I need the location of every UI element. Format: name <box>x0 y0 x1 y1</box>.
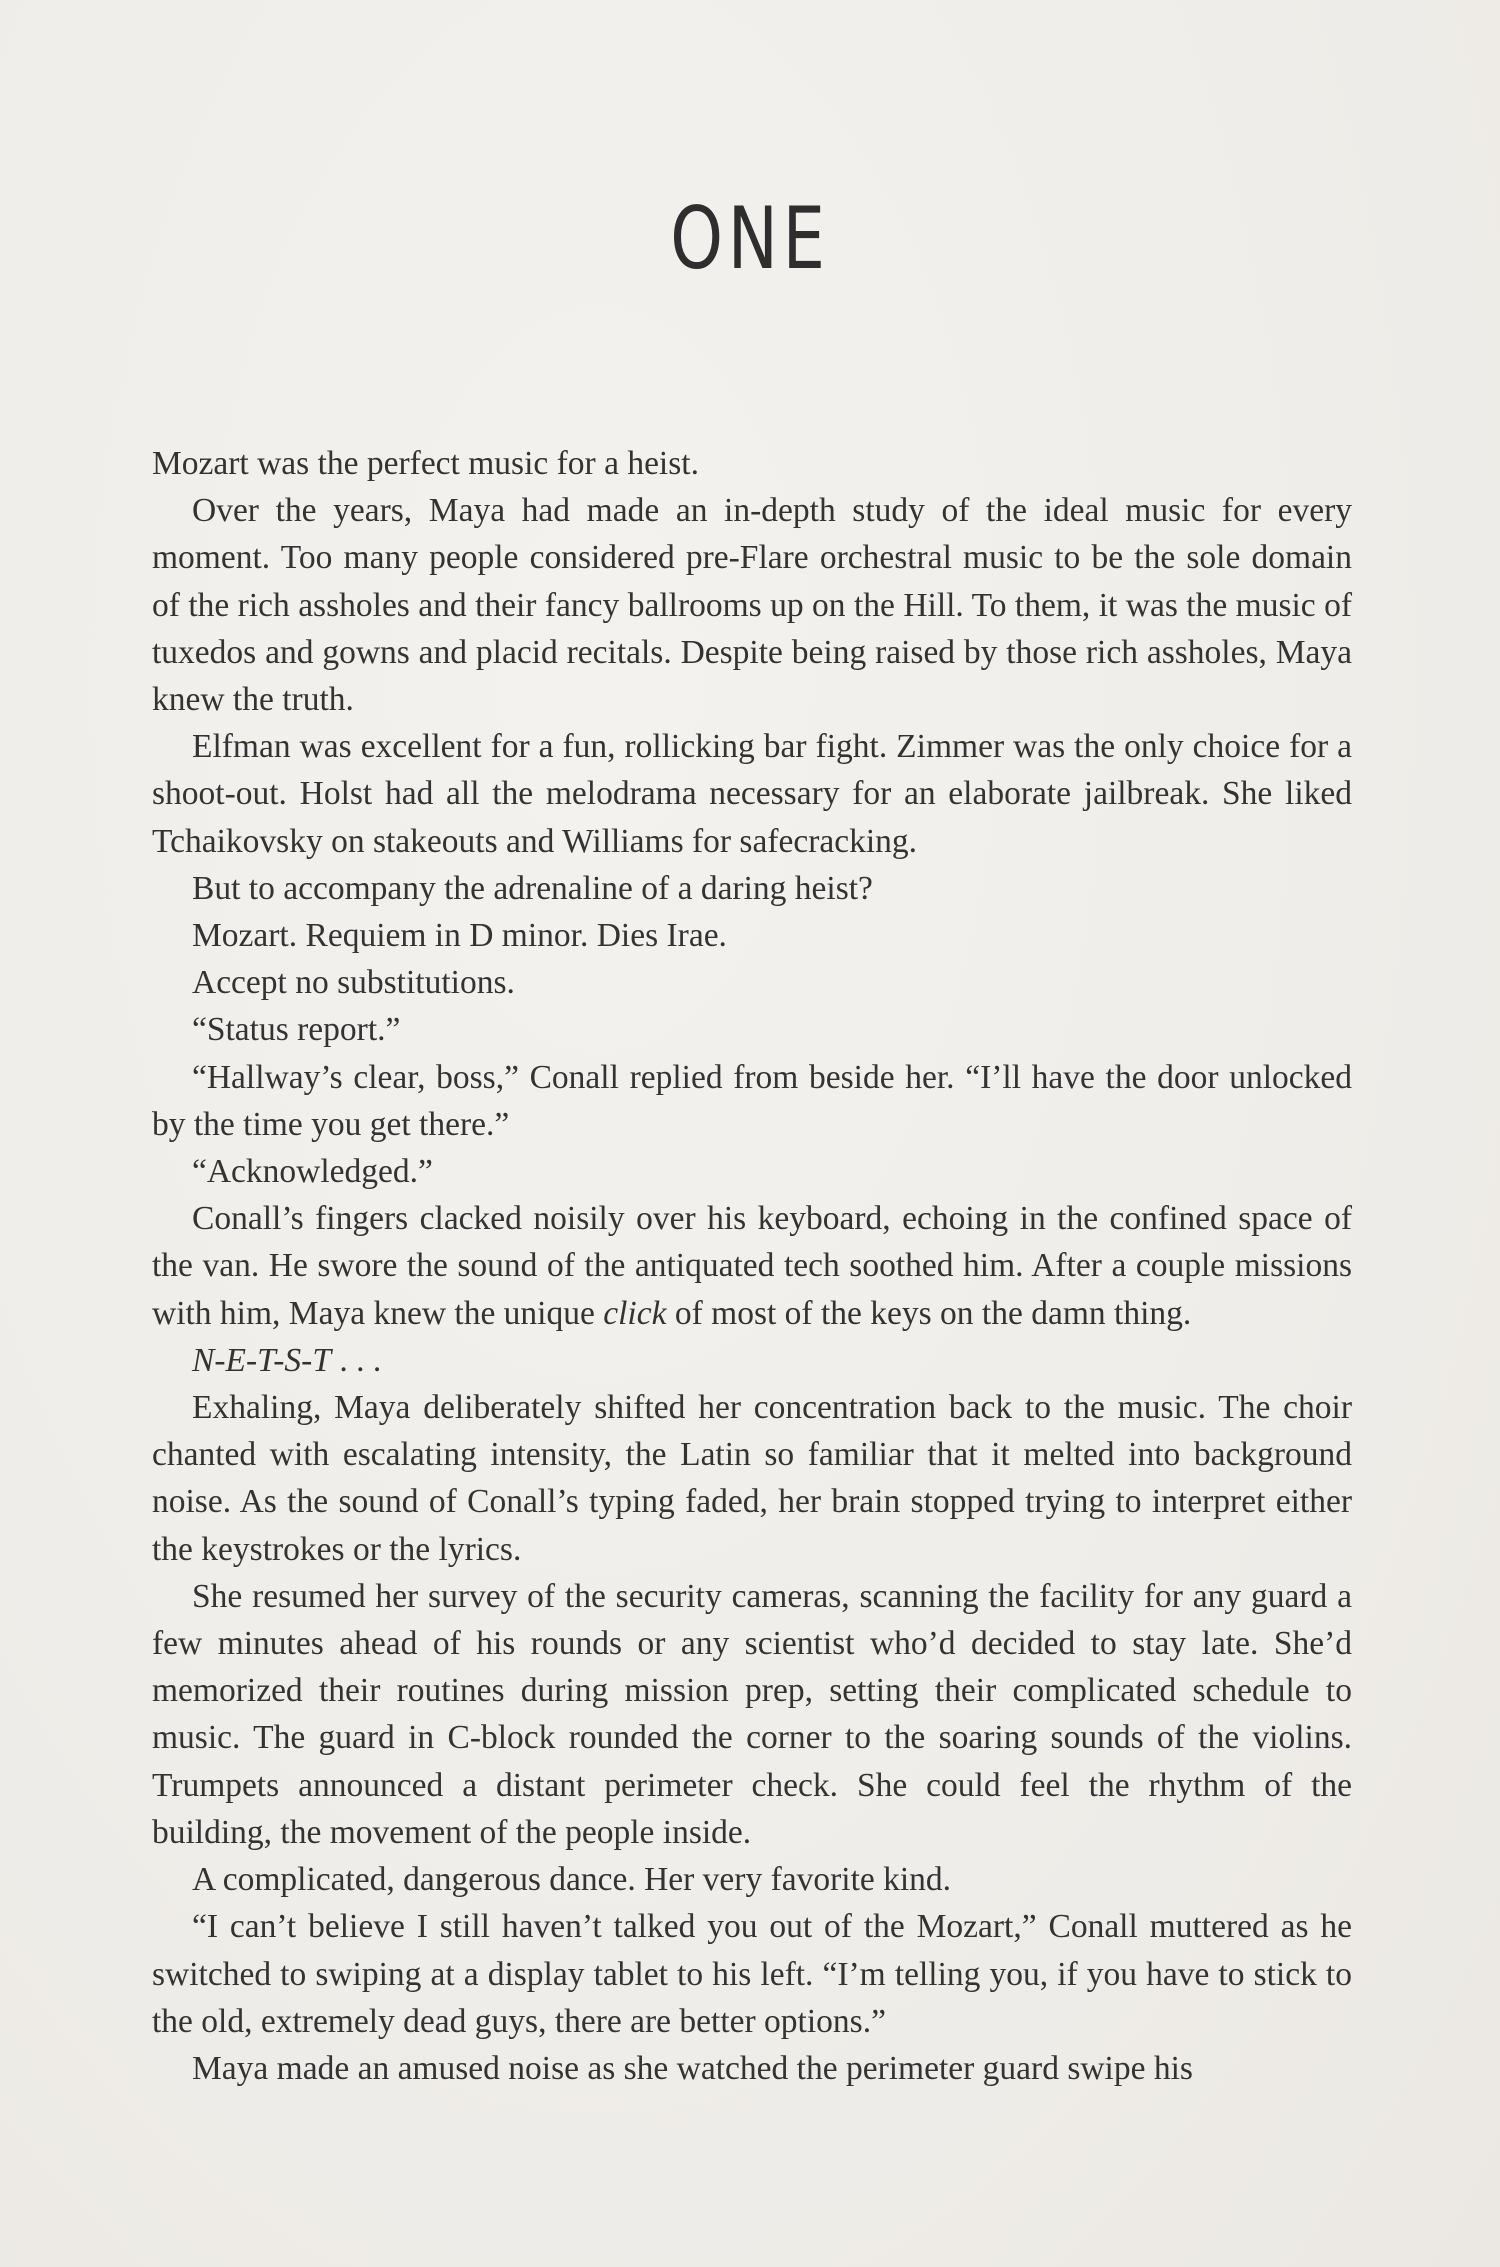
emphasized-word: N-E-T-S-T <box>192 1341 331 1379</box>
paragraph: “I can’t believe I still haven’t talked you out of the Mozart,” Conall muttered as he switched to swiping at a display tablet to his left. “I’m telling you, if you have to stick to the old, extremely dead guys, there are better options.” <box>152 1908 1352 2040</box>
paragraph: “Status report.” <box>192 1011 401 1049</box>
paragraph: Mozart was the perfect music for a heist. <box>152 445 699 482</box>
emphasized-word: click <box>603 1294 667 1332</box>
paragraph: Over the years, Maya had made an in-depth study of the ideal music for every moment. Too many people considered pre-Flare orchestral music to be the sole domain of the rich assholes and their fancy ballrooms up on the Hill. To them, it was the music of tuxedos and gowns and placid recitals. Despite being raised by those rich assholes, Maya knew the truth. <box>152 492 1352 719</box>
paragraph: Maya made an amused noise as she watched the perimeter guard swipe his <box>192 2049 1193 2087</box>
paragraph: A complicated, dangerous dance. Her very favorite kind. <box>192 1861 952 1899</box>
paragraph: Accept no substitutions. <box>192 964 515 1002</box>
paragraph: But to accompany the adrenaline of a daring heist? <box>192 869 873 907</box>
paragraph: Mozart. Requiem in D minor. Dies Irae. <box>192 917 727 955</box>
paragraph: “Acknowledged.” <box>192 1153 433 1191</box>
paragraph-text: Conall’s fingers clacked noisily over his keyboard, echoing in the confined space of the van. He swore the sound of the antiquated tech soothed him. After a couple missions with him, Maya knew the unique <box>152 1200 1352 1332</box>
paragraph-text: . . . <box>330 1341 382 1379</box>
paragraph: “Hallway’s clear, boss,” Conall replied from beside her. “I’ll have the door unlocked by the time you get there.” <box>152 1058 1352 1143</box>
paragraph <box>152 1195 1352 1337</box>
paragraph: She resumed her survey of the security cameras, scanning the facility for any guard a few minutes ahead of his rounds or any scientist who’d decided to stay late. She’d memorized their routines during mission prep, setting their complicated schedule to music. The guard in C-block rounded the corner to the soaring sounds of the violins. Trumpets announced a distant perimeter check. She could feel the rhythm of the building, the movement of the people inside. <box>152 1577 1352 1851</box>
paragraph: Elfman was excellent for a fun, rollicking bar fight. Zimmer was the only choice for a shoot-out. Holst had all the melodrama necessary for an elaborate jailbreak. She liked Tchaikovsky on stakeouts and Williams for safecracking. <box>152 728 1352 860</box>
chapter-title: ONE <box>670 189 830 289</box>
paragraph-text: of most of the keys on the damn thing. <box>666 1294 1192 1332</box>
paragraph <box>152 1337 1352 1384</box>
paragraph: Exhaling, Maya deliberately shifted her concentration back to the music. The choir chanted with escalating intensity, the Latin so familiar that it melted into background noise. As the sound of Conall’s typing faded, her brain stopped trying to interpret either the keystrokes or the lyrics. <box>152 1389 1352 1568</box>
body-text <box>152 440 1352 2092</box>
